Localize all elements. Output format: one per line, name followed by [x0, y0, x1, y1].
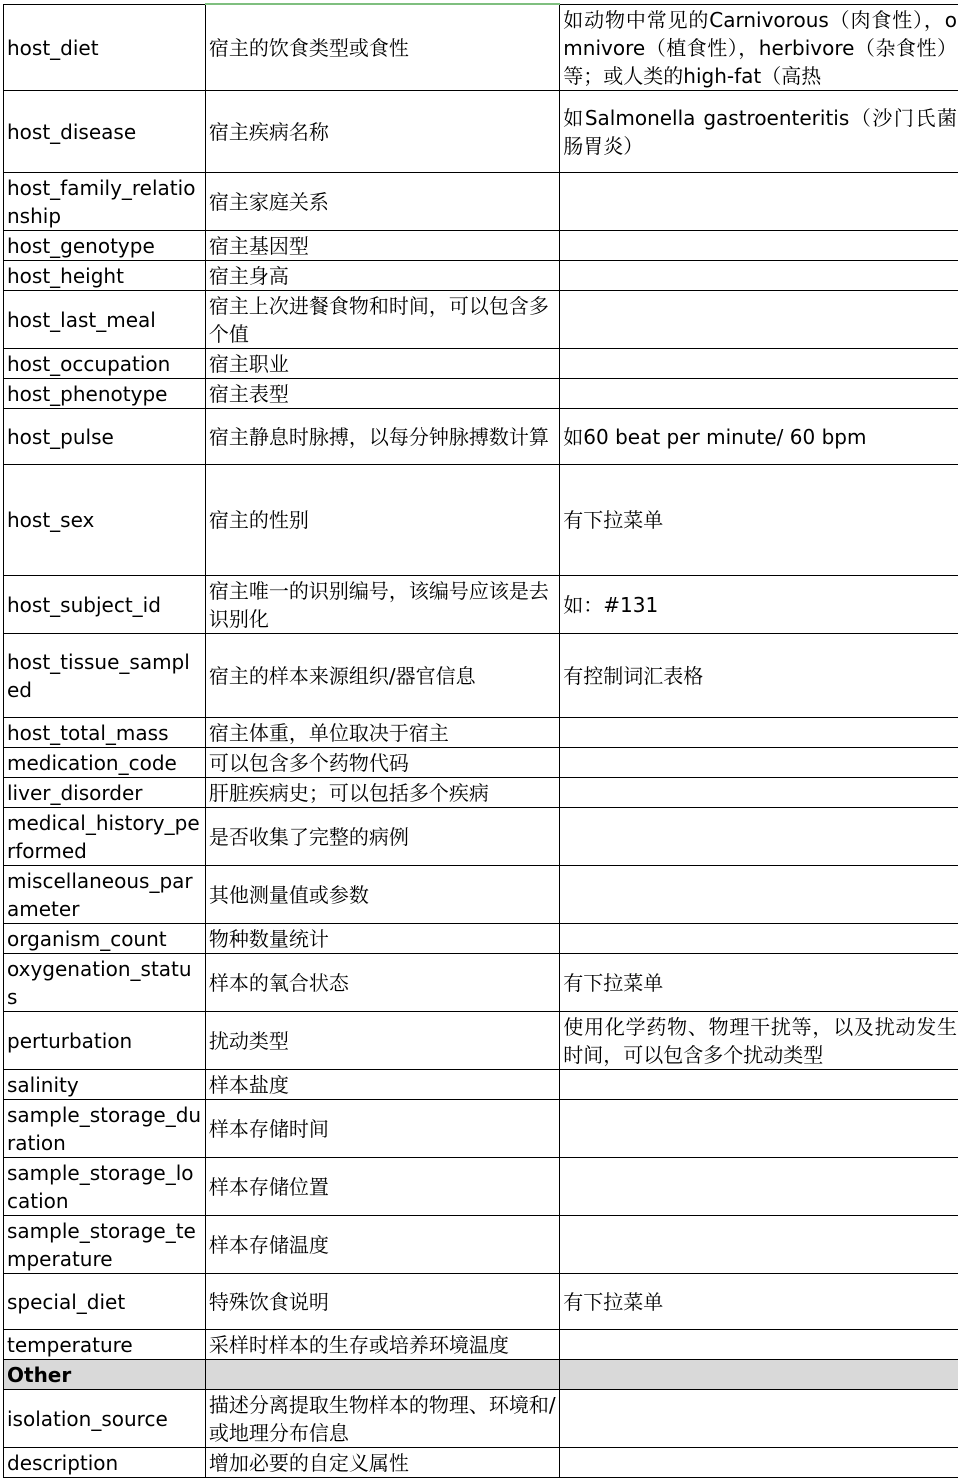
field-name-cell[interactable]: host_genotype	[4, 230, 206, 260]
description-cell[interactable]: 宿主身高	[205, 260, 559, 290]
section-header-row	[4, 1359, 958, 1389]
note-cell[interactable]	[560, 777, 958, 807]
description-cell[interactable]: 宿主的样本来源组织/器官信息	[205, 633, 559, 717]
description-cell[interactable]: 样本存储位置	[205, 1157, 559, 1215]
note-cell[interactable]	[560, 1329, 958, 1359]
field-name-cell[interactable]: host_disease	[4, 90, 206, 172]
description-cell[interactable]: 宿主唯一的识别编号，该编号应该是去识别化	[205, 575, 559, 633]
field-name-cell[interactable]: host_pulse	[4, 408, 206, 464]
table-row	[4, 408, 958, 464]
table-row	[4, 1389, 958, 1447]
field-name-cell[interactable]: temperature	[4, 1329, 206, 1359]
table-row	[4, 260, 958, 290]
table-row	[4, 575, 958, 633]
table-row	[4, 1273, 958, 1329]
description-cell[interactable]: 样本存储时间	[205, 1099, 559, 1157]
field-name-cell[interactable]: sample_storage_duration	[4, 1099, 206, 1157]
field-name-cell[interactable]: sample_storage_location	[4, 1157, 206, 1215]
description-cell[interactable]: 宿主疾病名称	[205, 90, 559, 172]
note-cell[interactable]: 如：#131	[560, 575, 958, 633]
description-cell[interactable]: 宿主上次进餐食物和时间，可以包含多个值	[205, 290, 559, 348]
field-name-cell[interactable]: description	[4, 1447, 206, 1477]
description-cell[interactable]: 宿主体重，单位取决于宿主	[205, 717, 559, 747]
field-name-cell[interactable]: host_phenotype	[4, 378, 206, 408]
description-cell[interactable]: 宿主静息时脉搏，以每分钟脉搏数计算	[205, 408, 559, 464]
field-name-cell[interactable]: salinity	[4, 1069, 206, 1099]
table-row	[4, 717, 958, 747]
table-row	[4, 1447, 958, 1477]
note-cell[interactable]: 如动物中常见的Carnivorous（肉食性），omnivore（植食性），herbivore（杂食性）等；或人类的high-fat（高热	[560, 4, 958, 90]
table-row	[4, 865, 958, 923]
note-cell[interactable]	[560, 172, 958, 230]
description-cell[interactable]: 宿主家庭关系	[205, 172, 559, 230]
table-row	[4, 1011, 958, 1069]
note-cell[interactable]	[560, 1069, 958, 1099]
description-cell[interactable]: 扰动类型	[205, 1011, 559, 1069]
field-name-cell[interactable]: medication_code	[4, 747, 206, 777]
note-cell[interactable]: 使用化学药物、物理干扰等，以及扰动发生时间，可以包含多个扰动类型	[560, 1011, 958, 1069]
description-cell[interactable]: 宿主的饮食类型或食性	[205, 4, 559, 90]
description-cell[interactable]: 样本盐度	[205, 1069, 559, 1099]
note-cell[interactable]	[560, 230, 958, 260]
description-cell[interactable]: 采样时样本的生存或培养环境温度	[205, 1329, 559, 1359]
field-name-cell[interactable]: oxygenation_status	[4, 953, 206, 1011]
description-cell[interactable]: 是否收集了完整的病例	[205, 807, 559, 865]
table-row	[4, 172, 958, 230]
note-cell[interactable]	[560, 747, 958, 777]
note-cell[interactable]	[560, 290, 958, 348]
table-row	[4, 953, 958, 1011]
note-cell[interactable]	[560, 1359, 958, 1389]
description-cell[interactable]: 宿主职业	[205, 348, 559, 378]
description-cell[interactable]: 增加必要的自定义属性	[205, 1447, 559, 1477]
field-name-cell[interactable]: medical_history_performed	[4, 807, 206, 865]
table-row	[4, 90, 958, 172]
table-row	[4, 378, 958, 408]
note-cell[interactable]: 有下拉菜单	[560, 464, 958, 575]
field-name-cell[interactable]: isolation_source	[4, 1389, 206, 1447]
note-cell[interactable]	[560, 1447, 958, 1477]
field-name-cell[interactable]: host_last_meal	[4, 290, 206, 348]
table-row	[4, 348, 958, 378]
table-row	[4, 777, 958, 807]
field-name-cell[interactable]: host_sex	[4, 464, 206, 575]
field-name-cell[interactable]: liver_disorder	[4, 777, 206, 807]
description-cell[interactable]: 宿主表型	[205, 378, 559, 408]
description-cell[interactable]: 可以包含多个药物代码	[205, 747, 559, 777]
description-cell[interactable]: 特殊饮食说明	[205, 1273, 559, 1329]
description-cell[interactable]: 物种数量统计	[205, 923, 559, 953]
spreadsheet-table	[3, 3, 958, 1478]
spreadsheet-body	[4, 4, 958, 1477]
note-cell[interactable]: 如Salmonella gastroenteritis（沙门氏菌肠胃炎）	[560, 90, 958, 172]
field-name-cell[interactable]: organism_count	[4, 923, 206, 953]
field-name-cell[interactable]: perturbation	[4, 1011, 206, 1069]
field-name-cell[interactable]: miscellaneous_parameter	[4, 865, 206, 923]
field-name-cell[interactable]: host_family_relationship	[4, 172, 206, 230]
note-cell[interactable]: 有控制词汇表格	[560, 633, 958, 717]
note-cell[interactable]	[560, 807, 958, 865]
field-name-cell[interactable]: special_diet	[4, 1273, 206, 1329]
table-row	[4, 4, 958, 90]
note-cell[interactable]	[560, 1157, 958, 1215]
description-cell[interactable]: 宿主基因型	[205, 230, 559, 260]
description-cell[interactable]	[205, 1359, 559, 1389]
field-name-cell[interactable]: sample_storage_temperature	[4, 1215, 206, 1273]
field-name-cell[interactable]: host_height	[4, 260, 206, 290]
table-row	[4, 923, 958, 953]
field-name-cell[interactable]: Other	[4, 1359, 206, 1389]
table-row	[4, 230, 958, 260]
description-cell[interactable]: 宿主的性别	[205, 464, 559, 575]
note-cell[interactable]	[560, 378, 958, 408]
note-cell[interactable]: 如60 beat per minute/ 60 bpm	[560, 408, 958, 464]
note-cell[interactable]: 有下拉菜单	[560, 1273, 958, 1329]
table-row	[4, 1099, 958, 1157]
field-name-cell[interactable]: host_diet	[4, 4, 206, 90]
description-cell[interactable]: 肝脏疾病史；可以包括多个疾病	[205, 777, 559, 807]
note-cell[interactable]	[560, 260, 958, 290]
note-cell[interactable]	[560, 348, 958, 378]
field-name-cell[interactable]: host_subject_id	[4, 575, 206, 633]
table-row	[4, 807, 958, 865]
field-name-cell[interactable]: host_total_mass	[4, 717, 206, 747]
description-cell[interactable]: 描述分离提取生物样本的物理、环境和/或地理分布信息	[205, 1389, 559, 1447]
table-row	[4, 1157, 958, 1215]
note-cell[interactable]: 有下拉菜单	[560, 953, 958, 1011]
table-row	[4, 1069, 958, 1099]
table-row	[4, 747, 958, 777]
description-cell[interactable]: 样本存储温度	[205, 1215, 559, 1273]
note-cell[interactable]	[560, 717, 958, 747]
table-row	[4, 1329, 958, 1359]
note-cell[interactable]	[560, 1099, 958, 1157]
table-row	[4, 633, 958, 717]
table-row	[4, 464, 958, 575]
note-cell[interactable]	[560, 1389, 958, 1447]
table-row	[4, 290, 958, 348]
note-cell[interactable]	[560, 1215, 958, 1273]
field-name-cell[interactable]: host_tissue_sampled	[4, 633, 206, 717]
description-cell[interactable]: 其他测量值或参数	[205, 865, 559, 923]
table-row	[4, 1215, 958, 1273]
field-name-cell[interactable]: host_occupation	[4, 348, 206, 378]
note-cell[interactable]	[560, 923, 958, 953]
note-cell[interactable]	[560, 865, 958, 923]
description-cell[interactable]: 样本的氧合状态	[205, 953, 559, 1011]
